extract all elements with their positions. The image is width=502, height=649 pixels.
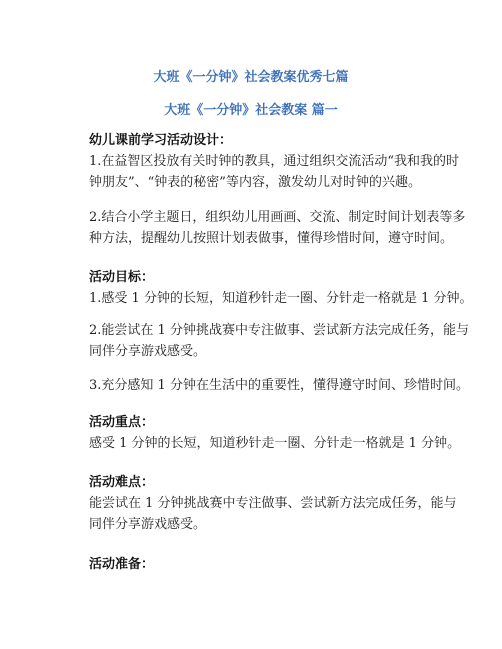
section-heading: 幼儿课前学习活动设计： [89,133,233,148]
section-heading: 活动重点： [89,415,155,430]
paragraph-line: 2.能尝试在 1 分钟挑战赛中专注做事、尝试新方法完成任务，能与 [89,323,469,338]
paragraph [89,288,473,309]
paragraph [89,375,469,396]
section-heading: 活动目标： [89,270,155,285]
paragraph [89,433,461,454]
paragraph-line: 1.感受 1 分钟的长短，知道秒针走一圈、分针走一格就是 1 分钟。 [89,291,473,306]
paragraph-line: 同伴分享游戏感受。 [89,517,207,532]
paragraph-line: 2.结合小学主题日，组织幼儿用画画、交流、制定时间计划表等多 [89,210,466,225]
paragraph-line: 种方法，提醒幼儿按照计划表做事，懂得珍惜时间，遵守时间。 [89,231,454,246]
document-title: 大班《一分钟》社会教案优秀七篇 [153,70,349,85]
section-heading: 活动难点： [89,475,155,490]
paragraph [89,207,466,249]
paragraph-line: 同伴分享游戏感受。 [89,344,207,359]
paragraph-line: 1.在益智区投放有关时钟的教具，通过组织交流活动“我和我的时 [89,154,460,169]
paragraph [89,493,457,535]
paragraph [89,151,460,193]
section-heading: 活动准备： [89,557,155,572]
paragraph-line: 能尝试在 1 分钟挑战赛中专注做事、尝试新方法完成任务，能与 [89,496,457,511]
paragraph-line: 3.充分感知 1 分钟在生活中的重要性，懂得遵守时间、珍惜时间。 [89,378,469,393]
paragraph [89,320,469,362]
paragraph-line: 感受 1 分钟的长短，知道秒针走一圈、分针走一格就是 1 分钟。 [89,436,461,451]
paragraph-line: 钟朋友”、“钟表的秘密”等内容，激发幼儿对时钟的兴趣。 [89,175,421,190]
document-subtitle: 大班《一分钟》社会教案 篇一 [164,103,338,118]
